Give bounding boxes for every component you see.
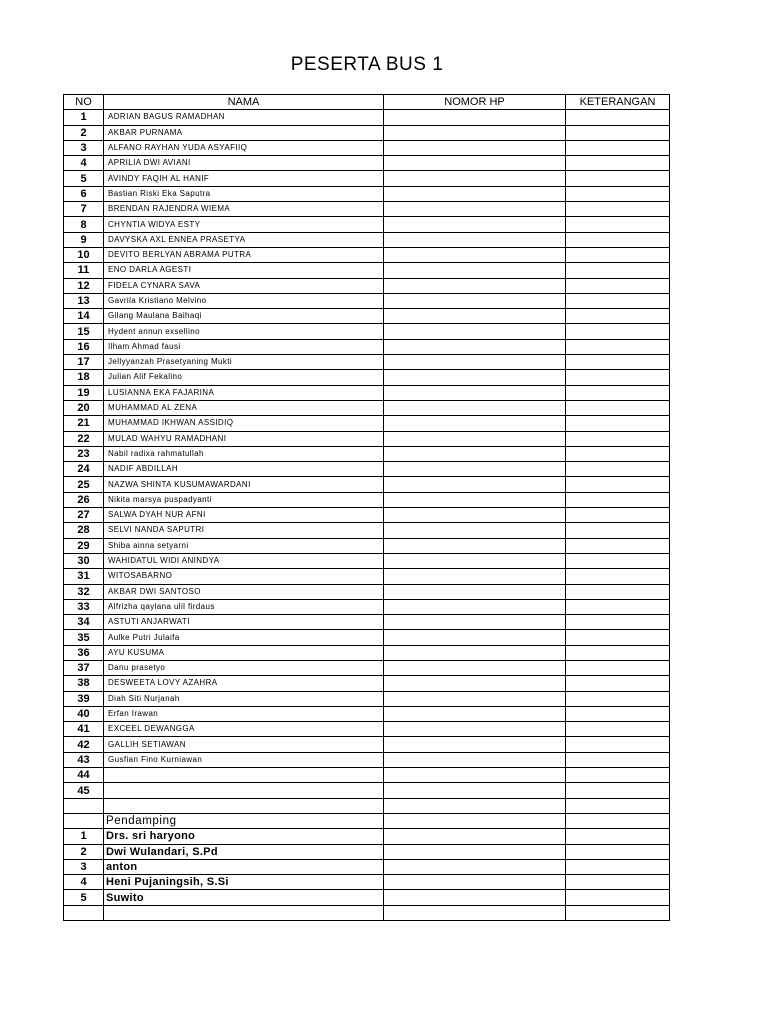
table-row bbox=[64, 599, 670, 614]
empty-cell bbox=[104, 798, 384, 813]
note-cell bbox=[566, 416, 670, 431]
row-number: 1 bbox=[64, 110, 104, 125]
phone-cell bbox=[384, 293, 566, 308]
participant-name: MUHAMMAD AL ZENA bbox=[104, 400, 384, 415]
empty-cell bbox=[104, 905, 384, 920]
participant-name: BRENDAN RAJENDRA WIEMA bbox=[104, 202, 384, 217]
table-row bbox=[64, 125, 670, 140]
row-number: 22 bbox=[64, 431, 104, 446]
phone-cell bbox=[384, 660, 566, 675]
table-row bbox=[64, 247, 670, 262]
row-number: 18 bbox=[64, 370, 104, 385]
pendamping-name: Suwito bbox=[104, 890, 384, 905]
row-number: 3 bbox=[64, 140, 104, 155]
participant-name: Nikita marsya puspadyanti bbox=[104, 492, 384, 507]
note-cell bbox=[566, 538, 670, 553]
row-number: 40 bbox=[64, 706, 104, 721]
note-cell bbox=[566, 890, 670, 905]
note-cell bbox=[566, 630, 670, 645]
table-row bbox=[64, 768, 670, 783]
phone-cell bbox=[384, 615, 566, 630]
header-name: NAMA bbox=[104, 95, 384, 110]
table-row bbox=[64, 186, 670, 201]
phone-cell bbox=[384, 156, 566, 171]
participant-name: NADIF ABDILLAH bbox=[104, 462, 384, 477]
row-number: 13 bbox=[64, 293, 104, 308]
participant-name: DESWEETA LOVY AZAHRA bbox=[104, 676, 384, 691]
row-number: 33 bbox=[64, 599, 104, 614]
phone-cell bbox=[384, 370, 566, 385]
participant-name: AKBAR DWI SANTOSO bbox=[104, 584, 384, 599]
note-cell bbox=[566, 309, 670, 324]
table-row bbox=[64, 508, 670, 523]
note-cell bbox=[566, 508, 670, 523]
header-no: NO bbox=[64, 95, 104, 110]
participant-name: MUHAMMAD IKHWAN ASSIDIQ bbox=[104, 416, 384, 431]
table-row bbox=[64, 752, 670, 767]
empty-cell bbox=[64, 905, 104, 920]
empty-cell bbox=[566, 798, 670, 813]
row-number: 8 bbox=[64, 217, 104, 232]
table-row bbox=[64, 645, 670, 660]
table-row bbox=[64, 615, 670, 630]
note-cell bbox=[566, 125, 670, 140]
phone-cell bbox=[384, 859, 566, 874]
row-number: 6 bbox=[64, 186, 104, 201]
note-cell bbox=[566, 523, 670, 538]
participant-name: Shiba ainna setyarni bbox=[104, 538, 384, 553]
participant-name bbox=[104, 768, 384, 783]
row-number: 38 bbox=[64, 676, 104, 691]
phone-cell bbox=[384, 645, 566, 660]
phone-cell bbox=[384, 202, 566, 217]
table-row bbox=[64, 324, 670, 339]
row-number: 16 bbox=[64, 339, 104, 354]
row-number: 35 bbox=[64, 630, 104, 645]
pendamping-row bbox=[64, 844, 670, 859]
phone-cell bbox=[384, 217, 566, 232]
table-row bbox=[64, 569, 670, 584]
participant-name bbox=[104, 783, 384, 798]
pendamping-number: 1 bbox=[64, 829, 104, 844]
note-cell bbox=[566, 706, 670, 721]
table-row bbox=[64, 110, 670, 125]
phone-cell bbox=[384, 431, 566, 446]
note-cell bbox=[566, 247, 670, 262]
participant-name: EXCEEL DEWANGGA bbox=[104, 722, 384, 737]
phone-cell bbox=[384, 263, 566, 278]
participant-name: Danu prasetyo bbox=[104, 660, 384, 675]
table-row bbox=[64, 538, 670, 553]
participant-name: DEVITO BERLYAN ABRAMA PUTRA bbox=[104, 247, 384, 262]
table-row bbox=[64, 553, 670, 568]
row-number: 27 bbox=[64, 508, 104, 523]
phone-cell bbox=[384, 890, 566, 905]
row-number: 12 bbox=[64, 278, 104, 293]
participant-name: AYU KUSUMA bbox=[104, 645, 384, 660]
table-body bbox=[64, 110, 670, 921]
note-cell bbox=[566, 875, 670, 890]
phone-cell bbox=[384, 324, 566, 339]
participant-name: ALFANO RAYHAN YUDA ASYAFIIQ bbox=[104, 140, 384, 155]
page-title: PESERTA BUS 1 bbox=[290, 54, 444, 75]
phone-cell bbox=[384, 737, 566, 752]
table-row bbox=[64, 584, 670, 599]
note-cell bbox=[566, 569, 670, 584]
row-number: 45 bbox=[64, 783, 104, 798]
pendamping-name: anton bbox=[104, 859, 384, 874]
note-cell bbox=[566, 553, 670, 568]
phone-cell bbox=[384, 462, 566, 477]
table-row bbox=[64, 309, 670, 324]
participant-name: Gavrila Kristiano Melvino bbox=[104, 293, 384, 308]
note-cell bbox=[566, 110, 670, 125]
row-number: 44 bbox=[64, 768, 104, 783]
note-cell bbox=[566, 263, 670, 278]
table-row bbox=[64, 722, 670, 737]
phone-cell bbox=[384, 875, 566, 890]
phone-cell bbox=[384, 309, 566, 324]
note-cell bbox=[566, 829, 670, 844]
phone-cell bbox=[384, 752, 566, 767]
note-cell bbox=[566, 737, 670, 752]
participant-name: CHYNTIA WIDYA ESTY bbox=[104, 217, 384, 232]
table-row bbox=[64, 523, 670, 538]
phone-cell bbox=[384, 523, 566, 538]
blank-row bbox=[64, 905, 670, 920]
phone-cell bbox=[384, 247, 566, 262]
note-cell bbox=[566, 691, 670, 706]
phone-cell bbox=[384, 691, 566, 706]
table-row bbox=[64, 339, 670, 354]
empty-cell bbox=[384, 798, 566, 813]
note-cell bbox=[566, 293, 670, 308]
phone-cell bbox=[384, 599, 566, 614]
participant-name: WAHIDATUL WIDI ANINDYA bbox=[104, 553, 384, 568]
phone-cell bbox=[384, 492, 566, 507]
empty-cell bbox=[64, 798, 104, 813]
pendamping-name: Heni Pujaningsih, S.Si bbox=[104, 875, 384, 890]
phone-cell bbox=[384, 110, 566, 125]
note-cell bbox=[566, 156, 670, 171]
note-cell bbox=[566, 370, 670, 385]
row-number: 39 bbox=[64, 691, 104, 706]
phone-cell bbox=[384, 553, 566, 568]
participant-name: AKBAR PURNAMA bbox=[104, 125, 384, 140]
row-number: 20 bbox=[64, 400, 104, 415]
phone-cell bbox=[384, 706, 566, 721]
note-cell bbox=[566, 645, 670, 660]
note-cell bbox=[566, 492, 670, 507]
table-row bbox=[64, 706, 670, 721]
empty-cell bbox=[64, 813, 104, 828]
phone-cell bbox=[384, 538, 566, 553]
empty-cell bbox=[384, 905, 566, 920]
participant-name: Ilham Ahmad fausi bbox=[104, 339, 384, 354]
participant-name: ADRIAN BAGUS RAMADHAN bbox=[104, 110, 384, 125]
row-number: 26 bbox=[64, 492, 104, 507]
table-row bbox=[64, 400, 670, 415]
note-cell bbox=[566, 859, 670, 874]
participant-name: Hydent annun exsellino bbox=[104, 324, 384, 339]
table-row bbox=[64, 385, 670, 400]
note-cell bbox=[566, 584, 670, 599]
table-row bbox=[64, 156, 670, 171]
participant-name: Diah Siti Nurjanah bbox=[104, 691, 384, 706]
row-number: 17 bbox=[64, 355, 104, 370]
table-row bbox=[64, 202, 670, 217]
participant-name: Julian Alif Fekalino bbox=[104, 370, 384, 385]
phone-cell bbox=[384, 829, 566, 844]
table-row bbox=[64, 446, 670, 461]
participant-name: Bastian Riski Eka Saputra bbox=[104, 186, 384, 201]
row-number: 14 bbox=[64, 309, 104, 324]
participant-name: SELVI NANDA SAPUTRI bbox=[104, 523, 384, 538]
row-number: 2 bbox=[64, 125, 104, 140]
table-row bbox=[64, 660, 670, 675]
pendamping-name: Dwi Wulandari, S.Pd bbox=[104, 844, 384, 859]
phone-cell bbox=[384, 416, 566, 431]
table-row bbox=[64, 492, 670, 507]
pendamping-number: 4 bbox=[64, 875, 104, 890]
row-number: 4 bbox=[64, 156, 104, 171]
participant-name: SALWA DYAH NUR AFNI bbox=[104, 508, 384, 523]
table-header-row bbox=[64, 95, 670, 110]
row-number: 41 bbox=[64, 722, 104, 737]
row-number: 34 bbox=[64, 615, 104, 630]
participant-name: Gusfian Fino Kurniawan bbox=[104, 752, 384, 767]
table-row bbox=[64, 217, 670, 232]
participant-name: WITOSABARNO bbox=[104, 569, 384, 584]
row-number: 21 bbox=[64, 416, 104, 431]
phone-cell bbox=[384, 584, 566, 599]
note-cell bbox=[566, 202, 670, 217]
note-cell bbox=[566, 324, 670, 339]
phone-cell bbox=[384, 783, 566, 798]
table-row bbox=[64, 416, 670, 431]
pendamping-row bbox=[64, 859, 670, 874]
row-number: 30 bbox=[64, 553, 104, 568]
participant-table bbox=[63, 94, 670, 921]
note-cell bbox=[566, 783, 670, 798]
phone-cell bbox=[384, 676, 566, 691]
phone-cell bbox=[384, 385, 566, 400]
participant-name: Erfan Irawan bbox=[104, 706, 384, 721]
participant-name: AVINDY FAQIH AL HANIF bbox=[104, 171, 384, 186]
row-number: 42 bbox=[64, 737, 104, 752]
table-row bbox=[64, 691, 670, 706]
row-number: 43 bbox=[64, 752, 104, 767]
table-row bbox=[64, 293, 670, 308]
empty-cell bbox=[566, 813, 670, 828]
note-cell bbox=[566, 446, 670, 461]
note-cell bbox=[566, 186, 670, 201]
note-cell bbox=[566, 844, 670, 859]
phone-cell bbox=[384, 508, 566, 523]
note-cell bbox=[566, 400, 670, 415]
participant-name: Alfrizha qaylana ulil firdaus bbox=[104, 599, 384, 614]
phone-cell bbox=[384, 400, 566, 415]
participant-name: Aulke Putri Julaifa bbox=[104, 630, 384, 645]
phone-cell bbox=[384, 768, 566, 783]
participant-name: NAZWA SHINTA KUSUMAWARDANI bbox=[104, 477, 384, 492]
note-cell bbox=[566, 599, 670, 614]
row-number: 15 bbox=[64, 324, 104, 339]
table-row bbox=[64, 737, 670, 752]
row-number: 11 bbox=[64, 263, 104, 278]
pendamping-name: Drs. sri haryono bbox=[104, 829, 384, 844]
row-number: 23 bbox=[64, 446, 104, 461]
row-number: 10 bbox=[64, 247, 104, 262]
note-cell bbox=[566, 676, 670, 691]
participant-name: ASTUTI ANJARWATI bbox=[104, 615, 384, 630]
phone-cell bbox=[384, 355, 566, 370]
table-row bbox=[64, 462, 670, 477]
table-row bbox=[64, 263, 670, 278]
row-number: 7 bbox=[64, 202, 104, 217]
note-cell bbox=[566, 477, 670, 492]
note-cell bbox=[566, 660, 670, 675]
note-cell bbox=[566, 385, 670, 400]
note-cell bbox=[566, 768, 670, 783]
participant-name: FIDELA CYNARA SAVA bbox=[104, 278, 384, 293]
phone-cell bbox=[384, 446, 566, 461]
participant-name: Gilang Maulana Baihaqi bbox=[104, 309, 384, 324]
participant-name: MULAD WAHYU RAMADHANI bbox=[104, 431, 384, 446]
note-cell bbox=[566, 171, 670, 186]
pendamping-number: 3 bbox=[64, 859, 104, 874]
phone-cell bbox=[384, 569, 566, 584]
note-cell bbox=[566, 339, 670, 354]
phone-cell bbox=[384, 140, 566, 155]
row-number: 37 bbox=[64, 660, 104, 675]
phone-cell bbox=[384, 171, 566, 186]
participant-name: Jellyyanzah Prasetyaning Mukti bbox=[104, 355, 384, 370]
phone-cell bbox=[384, 125, 566, 140]
row-number: 32 bbox=[64, 584, 104, 599]
row-number: 28 bbox=[64, 523, 104, 538]
pendamping-number: 2 bbox=[64, 844, 104, 859]
participant-name: APRILIA DWI AVIANI bbox=[104, 156, 384, 171]
note-cell bbox=[566, 355, 670, 370]
header-phone: NOMOR HP bbox=[384, 95, 566, 110]
row-number: 25 bbox=[64, 477, 104, 492]
phone-cell bbox=[384, 722, 566, 737]
table-row bbox=[64, 171, 670, 186]
empty-cell bbox=[566, 905, 670, 920]
row-number: 36 bbox=[64, 645, 104, 660]
pendamping-header-row bbox=[64, 813, 670, 828]
table-row bbox=[64, 370, 670, 385]
phone-cell bbox=[384, 630, 566, 645]
phone-cell bbox=[384, 232, 566, 247]
row-number: 24 bbox=[64, 462, 104, 477]
note-cell bbox=[566, 615, 670, 630]
note-cell bbox=[566, 140, 670, 155]
participant-name: Nabil radixa rahmatullah bbox=[104, 446, 384, 461]
header-note: KETERANGAN bbox=[566, 95, 670, 110]
note-cell bbox=[566, 431, 670, 446]
phone-cell bbox=[384, 339, 566, 354]
table-row bbox=[64, 477, 670, 492]
note-cell bbox=[566, 722, 670, 737]
empty-cell bbox=[384, 813, 566, 828]
row-number: 5 bbox=[64, 171, 104, 186]
pendamping-row bbox=[64, 890, 670, 905]
table-row bbox=[64, 355, 670, 370]
table-row bbox=[64, 431, 670, 446]
table-row bbox=[64, 140, 670, 155]
pendamping-row bbox=[64, 829, 670, 844]
participant-name: LUSIANNA EKA FAJARINA bbox=[104, 385, 384, 400]
pendamping-label: Pendamping bbox=[104, 813, 384, 828]
participant-name: DAVYSKA AXL ENNEA PRASETYA bbox=[104, 232, 384, 247]
row-number: 19 bbox=[64, 385, 104, 400]
note-cell bbox=[566, 232, 670, 247]
participant-name: GALLIH SETIAWAN bbox=[104, 737, 384, 752]
pendamping-number: 5 bbox=[64, 890, 104, 905]
note-cell bbox=[566, 217, 670, 232]
phone-cell bbox=[384, 477, 566, 492]
participant-name: ENO DARLA AGESTI bbox=[104, 263, 384, 278]
phone-cell bbox=[384, 844, 566, 859]
phone-cell bbox=[384, 186, 566, 201]
note-cell bbox=[566, 278, 670, 293]
table-row bbox=[64, 232, 670, 247]
blank-row bbox=[64, 798, 670, 813]
row-number: 9 bbox=[64, 232, 104, 247]
pendamping-row bbox=[64, 875, 670, 890]
table-row bbox=[64, 783, 670, 798]
table-row bbox=[64, 630, 670, 645]
table-row bbox=[64, 676, 670, 691]
row-number: 29 bbox=[64, 538, 104, 553]
note-cell bbox=[566, 462, 670, 477]
note-cell bbox=[566, 752, 670, 767]
table-row bbox=[64, 278, 670, 293]
phone-cell bbox=[384, 278, 566, 293]
row-number: 31 bbox=[64, 569, 104, 584]
